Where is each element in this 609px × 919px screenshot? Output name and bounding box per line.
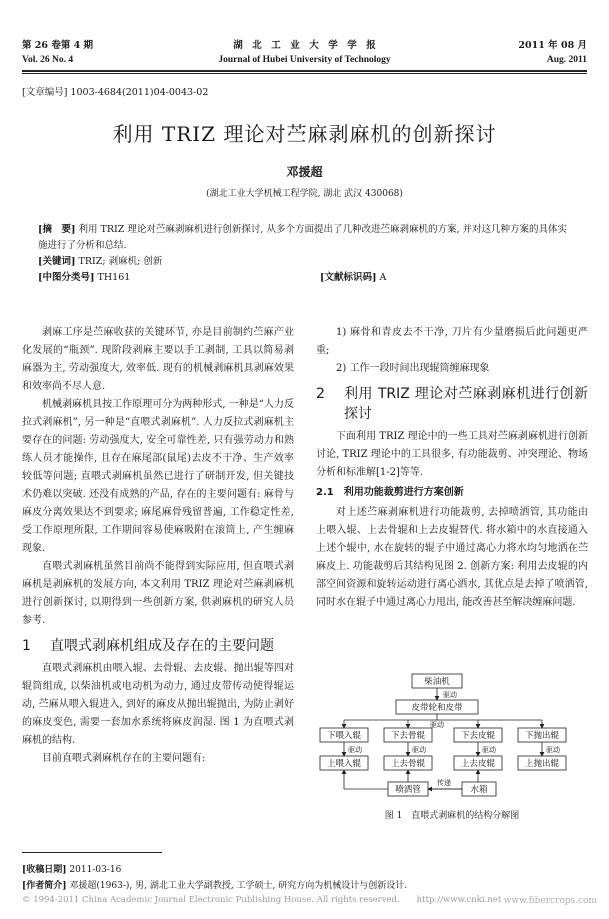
- lower-bone-roller-label: 下去骨辊: [390, 731, 426, 741]
- section-title: 利用 TRIZ 理论对苎麻剥麻机进行创新探讨: [344, 386, 588, 422]
- footnote-rule: [22, 852, 162, 853]
- received-value: 2011-03-16: [69, 865, 122, 875]
- lower-feed-roller-label: 下喂入辊: [326, 731, 362, 741]
- watermark-text: www.fibercrops.com: [503, 896, 597, 906]
- convey-label: 传递: [437, 779, 451, 787]
- journal-name-en: Journal of Hubei University of Technology: [218, 55, 391, 65]
- list-item: 1) 麻骨和青皮去不干净, 刀片有少量磨损后此问题更严重;: [316, 327, 588, 356]
- lower-throw-roller-label: 下抛出辊: [524, 731, 560, 741]
- clc-number: [38, 270, 571, 286]
- author-bio: [22, 878, 587, 891]
- paragraph: 机械剥麻机具按工作原理可分为两种形式, 一种是“人力反拉式剥麻机”, 另一种是“直喂式剥麻机”. 人力反拉式剥麻机主要存在的问题: 劳动强度大, 安全可靠性差, 只有强劳动力和熟练人员才能操作, 且存在麻尾部(鼠尾)去皮不干净、生产效率较低等问题; 直喂式剥麻机虽然已进行了研制开发, 但关键技术仍难以突破. 还没有成熟的产品, 存在的主要问题有: 麻骨与麻皮分离效果达不到要求; 麻尾麻骨残留普遍, 工作稳定性差, 受工作原理所限, 工作期间容易使麻吸附在滚筒上, 产生缠麻现象.: [22, 399, 294, 554]
- keywords: [38, 254, 571, 270]
- clc-text: TH161: [97, 272, 131, 283]
- drive-label: 驱动: [412, 746, 426, 754]
- affiliation: (湖北工业大学机械工程学院, 湖北 武汉 430068): [206, 189, 403, 199]
- spray-pipe-label: 喷洒管: [395, 785, 421, 795]
- subsection-heading: 2.1 利用功能裁剪进行方案创新: [316, 487, 464, 498]
- paper-title: 利用 TRIZ 理论对苎麻剥麻机的创新探讨: [112, 122, 497, 146]
- doc-code: [320, 270, 386, 286]
- bio-label: [作者简介]: [22, 881, 67, 891]
- date-cn: 2011 年 08 月: [518, 40, 587, 51]
- article-number: [文章编号] 1003-4684(2011)04-0043-02: [22, 87, 209, 98]
- abstract-label: [摘 要]: [38, 224, 76, 235]
- paragraph: 直喂式剥麻机虽然目前尚不能得到实际应用, 但直喂式剥麻机是剥麻机的发展方向, 本文利用 TRIZ 理论对苎麻剥麻机进行创新探讨, 以期得到一些创新方案, 供剥麻机的研究人员参考.: [22, 561, 294, 626]
- drive-label: 驱动: [430, 721, 444, 729]
- date-en: Aug. 2011: [546, 55, 587, 65]
- drive-label: 驱动: [348, 746, 362, 754]
- author: 邓援超: [286, 165, 323, 179]
- header-rule: [22, 70, 587, 72]
- upper-feed-roller-label: 上喂入辊: [326, 759, 362, 769]
- section-number: 1: [22, 638, 31, 654]
- volume-cn: 第 26 卷第 4 期: [22, 40, 94, 51]
- volume-en: Vol. 26 No. 4: [22, 55, 74, 65]
- section-heading-2: [316, 384, 588, 424]
- paragraph: 直喂式剥麻机由喂入辊、去骨辊、去皮辊、抛出辊等四对辊筒组成, 以柴油机或电动机为动力, 通过皮带传动使得辊运动, 苎麻从喂入辊进入, 到好的麻皮从抛出辊抛出, 为防止剥好的麻皮变色, 需要一套加水系统将麻皮润湿. 图 1 为直喂式剥麻机的结构.: [22, 663, 294, 746]
- received-label: [收稿日期]: [22, 865, 67, 875]
- abstract-text: 利用 TRIZ 理论对苎麻剥麻机进行创新探讨, 从多个方面提出了几种改进苎麻剥麻机的方案, 并对这几种方案的具体实施进行了分析和总结.: [38, 224, 567, 251]
- water-tank-label: 水箱: [470, 785, 488, 795]
- section-number: 2: [316, 386, 325, 402]
- upper-throw-roller-label: 上抛出辊: [524, 759, 560, 769]
- received-date: [22, 862, 587, 875]
- doc-code-label: [文献标识码]: [320, 272, 377, 283]
- drive-label: 驱动: [546, 746, 560, 754]
- belt-label: 皮带轮和皮带: [411, 703, 463, 713]
- keywords-label: [关键词]: [38, 256, 76, 267]
- bio-value: 邓援超(1963-), 男, 湖北工业大学副教授, 工学硕士, 研究方向为机械设计与创新设计.: [69, 881, 408, 891]
- journal-name-cn: 湖 北 工 业 大 学 学 报: [233, 40, 376, 51]
- figure-caption: 图 1 直喂式剥麻机的结构分解图: [384, 811, 520, 821]
- right-column: [316, 324, 588, 612]
- list-item: 2) 工作一段时间出现辊筒缠麻现象: [336, 363, 490, 374]
- paragraph: 目前直喂式剥麻机存在的主要问题有:: [42, 753, 206, 764]
- drive-label: 驱动: [482, 746, 496, 754]
- structure-diagram: [316, 672, 588, 806]
- keywords-text: TRIZ; 剥麻机; 创新: [78, 256, 163, 267]
- left-column: [22, 324, 294, 768]
- upper-skin-roller-label: 上去皮辊: [460, 759, 496, 769]
- doc-code-text: A: [379, 272, 387, 283]
- lower-skin-roller-label: 下去皮辊: [460, 731, 496, 741]
- section-heading-1: [22, 636, 294, 656]
- header-rule-thin: [22, 73, 587, 74]
- paragraph: 对上述苎麻剥麻机进行功能裁剪, 去掉喷洒管, 其功能由上喂入辊、上去骨辊和上去皮辊替代. 将水箱中的水直接通入上述个辊中, 水在旋转的辊子中通过离心力将水均匀地洒在苎麻皮上. 功能裁剪后其结构见图 2. 创新方案: 利用去皮辊的内部空间资源和旋转运动进行离心洒水, 其优点是去掉了喷洒管, 同时水在辊子中通过离心力甩出, 能改善甚至解决缠麻问题.: [316, 507, 588, 608]
- abstract: [38, 222, 571, 254]
- drive-label: 驱动: [443, 691, 457, 699]
- paragraph: 剥麻工序是苎麻收获的关键环节, 亦是目前制约苎麻产业化发展的“瓶颈”. 现阶段剥麻主要以手工剥制, 工具以简易剥麻器为主, 劳动强度大, 效率低. 现有的机械剥麻机具剥麻效果和效率尚不尽人意.: [22, 327, 294, 392]
- copyright-notice: © 1994-2011 China Academic Journal Electronic Publishing House. All rights reserved. http://www.cnki.net: [22, 895, 502, 905]
- paragraph: 下面利用 TRIZ 理论中的一些工具对苎麻剥麻机进行创新讨论, TRIZ 理论中的工具很多, 有功能裁剪、冲突理论、物场分析和标准解[1-2]等等.: [316, 431, 588, 478]
- clc-label: [中图分类号]: [38, 272, 95, 283]
- upper-bone-roller-label: 上去骨辊: [390, 759, 426, 769]
- section-title: 直喂式剥麻机组成及存在的主要问题: [50, 638, 274, 654]
- engine-label: 柴油机: [424, 677, 450, 687]
